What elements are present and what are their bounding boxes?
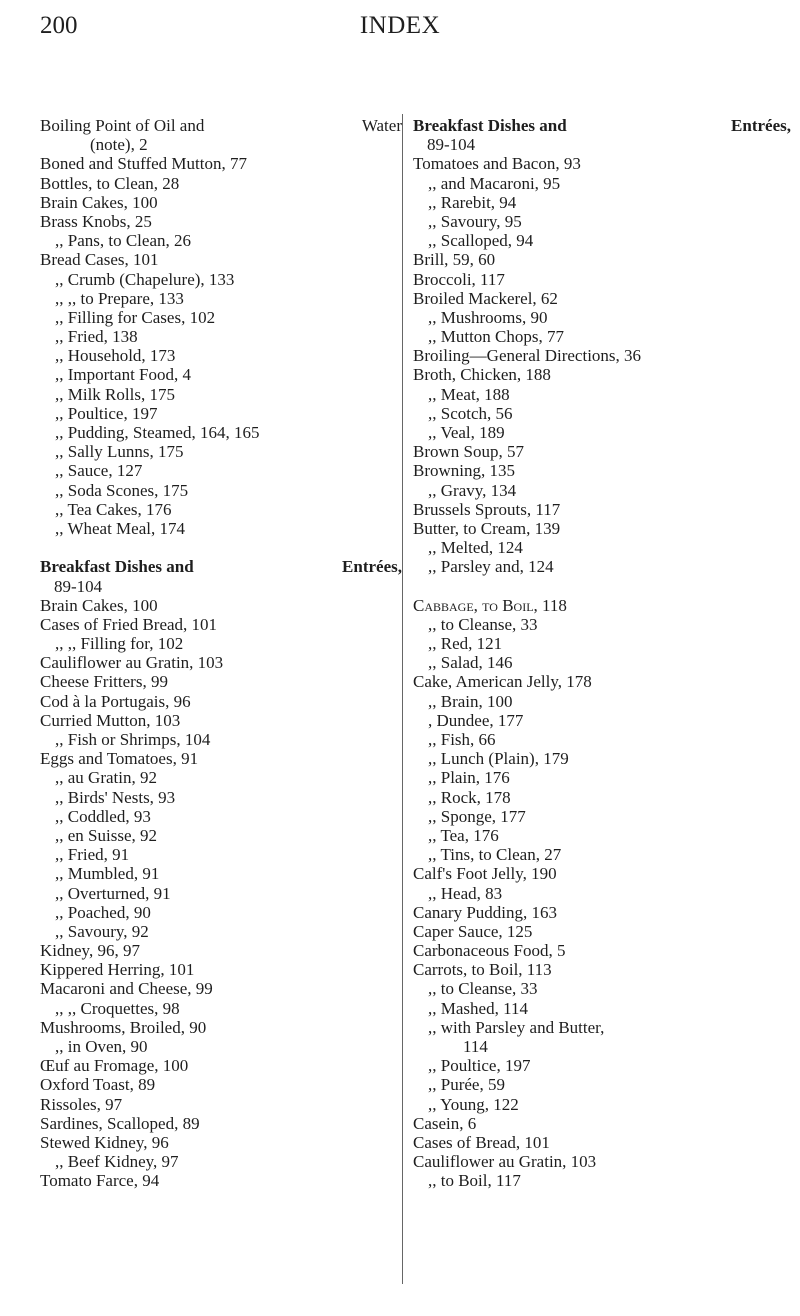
index-subentry: ,, Filling for Cases, 102 — [55, 307, 216, 327]
index-entry: Kippered Herring, 101 — [40, 960, 195, 980]
index-entry: Bread Cases, 101 — [40, 250, 159, 270]
index-subentry: ,, and Macaroni, 95 — [428, 173, 561, 193]
index-subentry: ,, Sponge, 177 — [428, 806, 526, 826]
index-subentry: ,, Fried, 138 — [55, 327, 138, 347]
index-subentry: ,, Brain, 100 — [428, 691, 513, 711]
index-entry: Brown Soup, 57 — [413, 442, 524, 462]
index-entry: Cases of Bread, 101 — [413, 1132, 550, 1152]
index-subentry: ,, Gravy, 134 — [428, 480, 517, 500]
index-subentry: ,, Poultice, 197 — [428, 1056, 531, 1076]
entry-text-end: Water — [361, 116, 402, 135]
index-subentry: ,, to Boil, 117 — [428, 1171, 521, 1191]
index-subentry: ,, in Oven, 90 — [55, 1037, 148, 1056]
index-entry: Cauliflower au Gratin, 103 — [40, 653, 224, 673]
index-entry: Brussels Sprouts, 117 — [413, 499, 561, 519]
index-subentry: ,, Rarebit, 94 — [428, 192, 517, 212]
section-heading — [40, 557, 404, 576]
index-subentry: ,, en Suisse, 92 — [55, 825, 157, 845]
index-subentry: ,, Meat, 188 — [428, 384, 510, 404]
index-subentry: ,, ,, to Prepare, 133 — [55, 288, 184, 308]
index-subentry: ,, to Cleanse, 33 — [428, 979, 538, 999]
index-continuation: 89-104 — [427, 135, 476, 155]
index-subentry: ,, Birds' Nests, 93 — [55, 787, 176, 807]
index-subentry: ,, Rock, 178 — [428, 787, 511, 807]
index-subentry: ,, Tins, to Clean, 27 — [428, 845, 562, 865]
index-entry: Cases of Fried Bread, 101 — [40, 614, 218, 634]
index-entry: Cauliflower au Gratin, 103 — [413, 1152, 597, 1172]
index-entry: Carbonaceous Food, 5 — [413, 941, 566, 961]
index-subentry: ,, Poached, 90 — [55, 902, 151, 922]
index-subentry: ,, Wheat Meal, 174 — [55, 518, 185, 538]
index-column-left — [40, 116, 404, 1191]
index-entry: Tomato Farce, 94 — [40, 1171, 160, 1191]
index-entry: Browning, 135 — [413, 461, 515, 481]
index-subentry: ,, Head, 83 — [428, 883, 503, 903]
section-heading — [413, 116, 793, 135]
index-entry: Butter, to Cream, 139 — [413, 518, 561, 538]
index-subentry: ,, Scotch, 56 — [428, 403, 513, 423]
entry-text-end: Entrées, — [731, 116, 791, 135]
index-subentry: ,, Salad, 146 — [428, 653, 513, 673]
index-entry: Rissoles, 97 — [40, 1094, 123, 1114]
index-subentry: ,, Fish or Shrimps, 104 — [55, 730, 211, 749]
index-subentry: ,, Fried, 91 — [55, 845, 130, 865]
index-subentry: ,, Important Food, 4 — [55, 365, 191, 385]
index-entry: Cheese Fritters, 99 — [40, 672, 168, 692]
index-entry: Bottles, to Clean, 28 — [40, 173, 180, 193]
index-subentry: ,, Beef Kidney, 97 — [55, 1152, 179, 1172]
index-subentry: ,, Mushrooms, 90 — [428, 307, 548, 327]
index-continuation: (note), 2 — [90, 135, 148, 155]
index-column-right — [413, 116, 793, 1191]
index-subentry: ,, Milk Rolls, 175 — [55, 384, 175, 404]
index-subentry: ,, ,, Croquettes, 98 — [55, 998, 180, 1018]
index-subentry: ,, Purée, 59 — [428, 1075, 505, 1095]
index-entry: Broccoli, 117 — [413, 269, 505, 289]
index-entry: Eggs and Tomatoes, 91 — [40, 749, 199, 769]
index-subentry: ,, to Cleanse, 33 — [428, 614, 538, 634]
index-subentry: ,, Household, 173 — [55, 346, 176, 366]
index-entry: Stewed Kidney, 96 — [40, 1132, 169, 1152]
index-subentry: ,, Scalloped, 94 — [428, 231, 534, 251]
index-subentry: ,, Tea, 176 — [428, 825, 499, 845]
index-subentry: ,, Fish, 66 — [428, 730, 496, 749]
entry-text-start: Breakfast Dishes and — [413, 116, 567, 135]
index-subentry: , Dundee, 177 — [428, 710, 524, 730]
index-subentry: ,, Pans, to Clean, 26 — [55, 231, 191, 251]
index-subentry: ,, Mumbled, 91 — [55, 864, 160, 884]
index-entry: Sardines, Scalloped, 89 — [40, 1113, 200, 1133]
index-entry: Carrots, to Boil, 113 — [413, 960, 552, 980]
index-subentry: ,, Pudding, Steamed, 164, 165 — [55, 423, 260, 442]
index-subentry: ,, ,, Filling for, 102 — [55, 634, 184, 654]
index-subentry: ,, Soda Scones, 175 — [55, 480, 189, 500]
index-entry: Brass Knobs, 25 — [40, 211, 152, 231]
index-entry: Calf's Foot Jelly, 190 — [413, 864, 557, 884]
index-entry: Macaroni and Cheese, 99 — [40, 979, 213, 999]
index-entry: Oxford Toast, 89 — [40, 1075, 156, 1095]
index-entry: Cod à la Portugais, 96 — [40, 691, 191, 711]
index-subentry: ,, Melted, 124 — [428, 538, 523, 558]
index-entry: Brain Cakes, 100 — [40, 192, 158, 212]
index-subentry: ,, Coddled, 93 — [55, 806, 151, 826]
index-entry: Caper Sauce, 125 — [413, 921, 533, 941]
index-subentry: ,, Savoury, 95 — [428, 211, 522, 231]
index-entry — [40, 116, 404, 135]
index-entry: Casein, 6 — [413, 1113, 477, 1133]
index-subentry: ,, au Gratin, 92 — [55, 768, 157, 788]
index-subentry: ,, Lunch (Plain), 179 — [428, 749, 569, 769]
index-subentry: ,, Sally Lunns, 175 — [55, 442, 184, 462]
entry-text-start: Breakfast Dishes and — [40, 557, 194, 577]
entry-text-end: Entrées, — [342, 557, 402, 577]
index-subentry: ,, Red, 121 — [428, 634, 503, 654]
index-subentry: ,, Parsley and, 124 — [428, 557, 554, 577]
index-subentry: ,, with Parsley and Butter, — [428, 1017, 605, 1037]
index-entry: Broth, Chicken, 188 — [413, 365, 551, 385]
index-entry: Curried Mutton, 103 — [40, 710, 181, 730]
index-subentry: ,, Crumb (Chapelure), 133 — [55, 269, 235, 289]
index-entry: Broiling—General Directions, 36 — [413, 346, 642, 366]
index-entry: Kidney, 96, 97 — [40, 941, 140, 961]
index-continuation: 114 — [463, 1037, 488, 1056]
page-header — [0, 12, 800, 48]
index-entry: Broiled Mackerel, 62 — [413, 288, 558, 308]
index-subentry: ,, Poultice, 197 — [55, 403, 158, 423]
section-gap — [413, 577, 793, 596]
index-entry: Boned and Stuffed Mutton, 77 — [40, 154, 247, 174]
index-subentry: ,, Sauce, 127 — [55, 461, 143, 481]
index-subentry: ,, Savoury, 92 — [55, 921, 149, 941]
index-entry: Brain Cakes, 100 — [40, 595, 158, 615]
index-subentry: ,, Overturned, 91 — [55, 883, 171, 903]
index-subentry: ,, Mutton Chops, 77 — [428, 327, 565, 347]
index-entry: Canary Pudding, 163 — [413, 902, 558, 922]
index-entry: Brill, 59, 60 — [413, 250, 496, 270]
index-subentry: ,, Tea Cakes, 176 — [55, 499, 172, 519]
entry-text-start: Boiling Point of Oil and — [40, 116, 205, 135]
index-continuation: 89-104 — [54, 576, 103, 596]
page-number: 200 — [40, 12, 78, 39]
index-subentry: ,, Mashed, 114 — [428, 998, 528, 1018]
index-entry: Cake, American Jelly, 178 — [413, 672, 592, 692]
index-entry: Mushrooms, Broiled, 90 — [40, 1017, 207, 1037]
index-entry: Œuf au Fromage, 100 — [40, 1056, 189, 1076]
index-subentry: ,, Young, 122 — [428, 1094, 519, 1114]
index-subentry: ,, Plain, 176 — [428, 768, 510, 788]
section-gap — [40, 538, 404, 557]
column-divider — [402, 114, 403, 1284]
index-subentry: ,, Veal, 189 — [428, 423, 505, 442]
page-title: INDEX — [359, 12, 441, 39]
section-lead-entry: Cabbage, to Boil, 118 — [413, 595, 567, 615]
index-entry: Tomatoes and Bacon, 93 — [413, 154, 581, 174]
